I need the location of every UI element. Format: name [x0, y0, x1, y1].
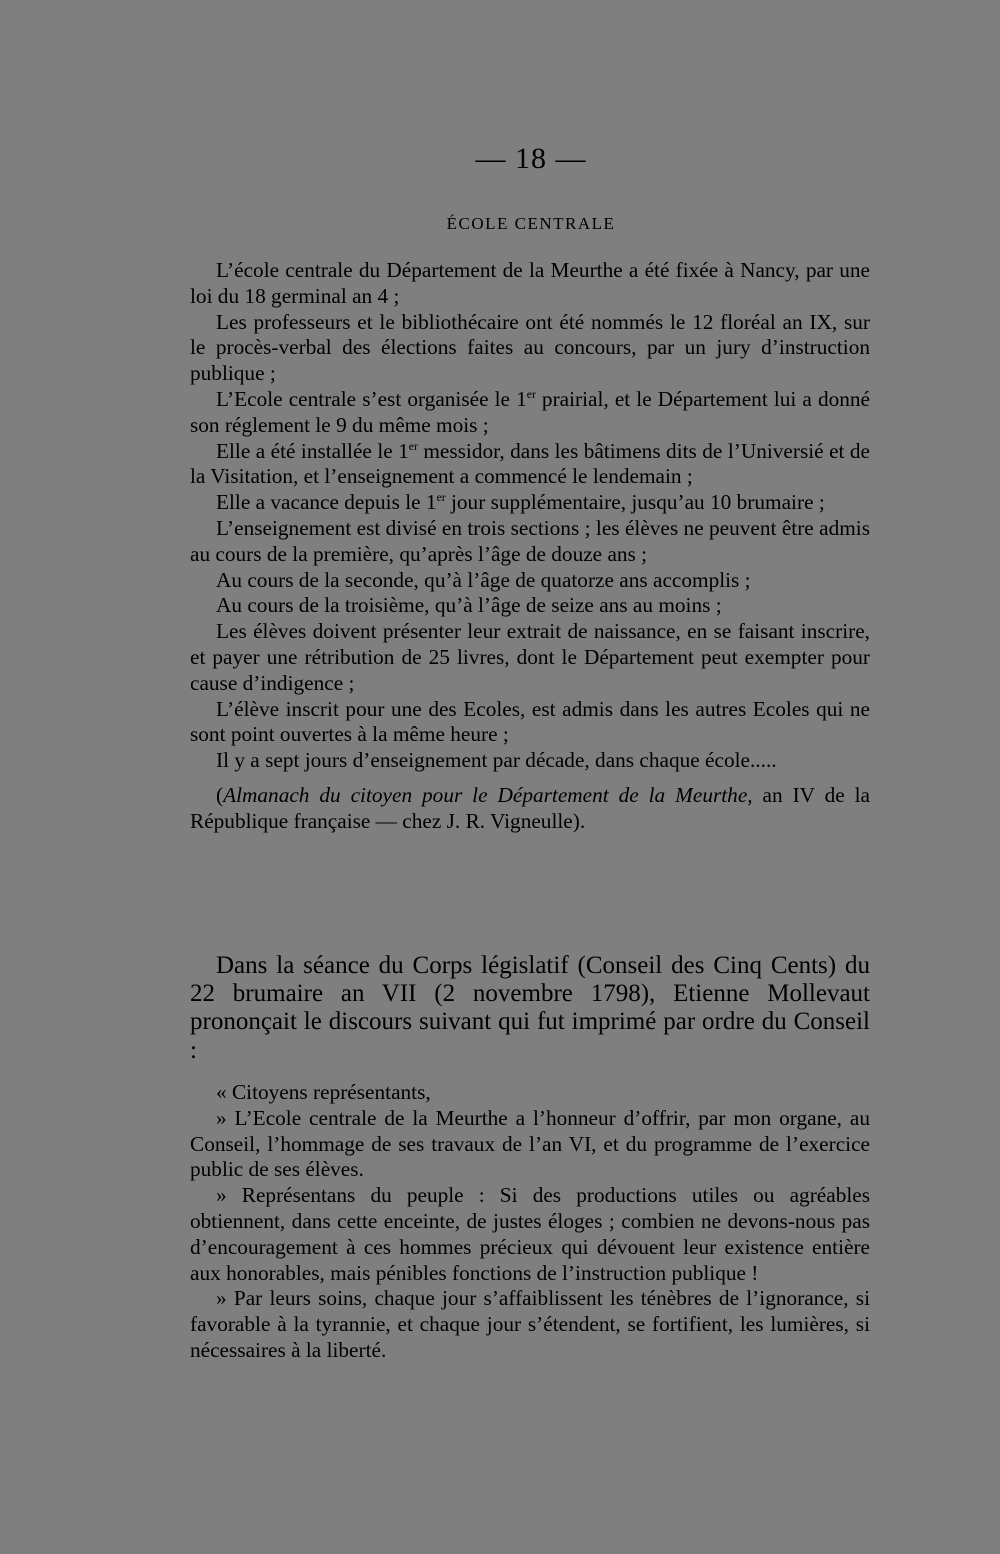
superscript: er [526, 387, 536, 401]
text-run: Elle a vacance depuis le 1 [216, 490, 437, 515]
speech-text [190, 1080, 870, 1364]
superscript: er [408, 439, 418, 453]
page-number: — 18 — [475, 142, 587, 175]
citation-open: ( [216, 782, 224, 807]
citation-rest: an IV de la République française — chez J. R. Vigneulle). [190, 782, 870, 833]
ecole-centrale-text [190, 258, 870, 835]
citation-title: Almanach du citoyen pour le Département de la Meurthe, [223, 782, 753, 807]
paragraph: L’élève inscrit pour une des Ecoles, est admis dans les autres Ecoles qui ne sont point ouvertes à la même heure ; [190, 696, 870, 747]
paragraph: « Citoyens représentants, [216, 1080, 431, 1104]
text-run: L’Ecole centrale s’est organisée le 1 [216, 386, 527, 411]
text-run: messidor, dans les bâtimens dits de l’Universié et de la Visitation, et l’enseignement a commencé le lendemain ; [190, 438, 870, 489]
paragraph: » Représentans du peuple : Si des productions utiles ou agréables obtiennent, dans cette enceinte, de justes éloges ; combien ne devons-nous pas d’encouragement à ces hommes précieux qui dévouent leur existence entière aux honorables, mais pénibles fonctions de l’instruction publique ! [190, 1183, 870, 1285]
paragraph: » Par leurs soins, chaque jour s’affaiblissent les ténèbres de l’ignorance, si favorable à la tyrannie, et chaque jour s’étendent, se fortifient, les lumières, si nécessaires à la liberté. [190, 1286, 870, 1362]
paragraph: L’enseignement est divisé en trois sections ; les élèves ne peuvent être admis au cours de la première, qu’après l’âge de douze ans ; [190, 515, 870, 566]
section-heading: ÉCOLE CENTRALE [446, 214, 616, 233]
paragraph: Les professeurs et le bibliothécaire ont été nommés le 12 floréal an IX, sur le procès-verbal des élections faites au concours, par un jury d’instruction publique ; [190, 309, 870, 386]
superscript: er [436, 490, 446, 504]
paragraph [190, 439, 870, 491]
paragraph: Les élèves doivent présenter leur extrait de naissance, en se faisant inscrire, et payer une rétribution de 25 livres, dont le Département peut exempter pour cause d’indigence ; [190, 619, 870, 695]
paragraph [190, 490, 870, 516]
paragraph: Il y a sept jours d’enseignement par décade, dans chaque école..... [216, 748, 777, 773]
paragraph: Dans la séance du Corps législatif (Conseil des Cinq Cents) du 22 brumaire an VII (2 novembre 1798), Etienne Mollevaut prononçait le discours suivant qui fut imprimé par ordre du Conseil : [190, 952, 870, 1064]
paragraph: Au cours de la troisième, qu’à l’âge de seize ans au moins ; [216, 593, 722, 618]
paragraph: Au cours de la seconde, qu’à l’âge de quatorze ans accomplis ; [216, 567, 751, 592]
text-run: jour supplémentaire, jusqu’au 10 brumaire ; [445, 490, 825, 515]
source-citation [190, 783, 870, 835]
paragraph: L’école centrale du Département de la Meurthe a été fixée à Nancy, par une loi du 18 germinal an 4 ; [190, 258, 870, 308]
text-run: Elle a été installée le 1 [216, 438, 409, 463]
text-run: prairial, et le Département lui a donné son réglement le 9 du même mois ; [190, 386, 871, 437]
narrative-text [190, 952, 870, 1065]
paragraph: » L’Ecole centrale de la Meurthe a l’honneur d’offrir, par mon organe, au Conseil, l’hommage de ses travaux de l’an VI, et du programme de l’exercice public de ses élèves. [190, 1105, 870, 1182]
paragraph [190, 387, 870, 439]
